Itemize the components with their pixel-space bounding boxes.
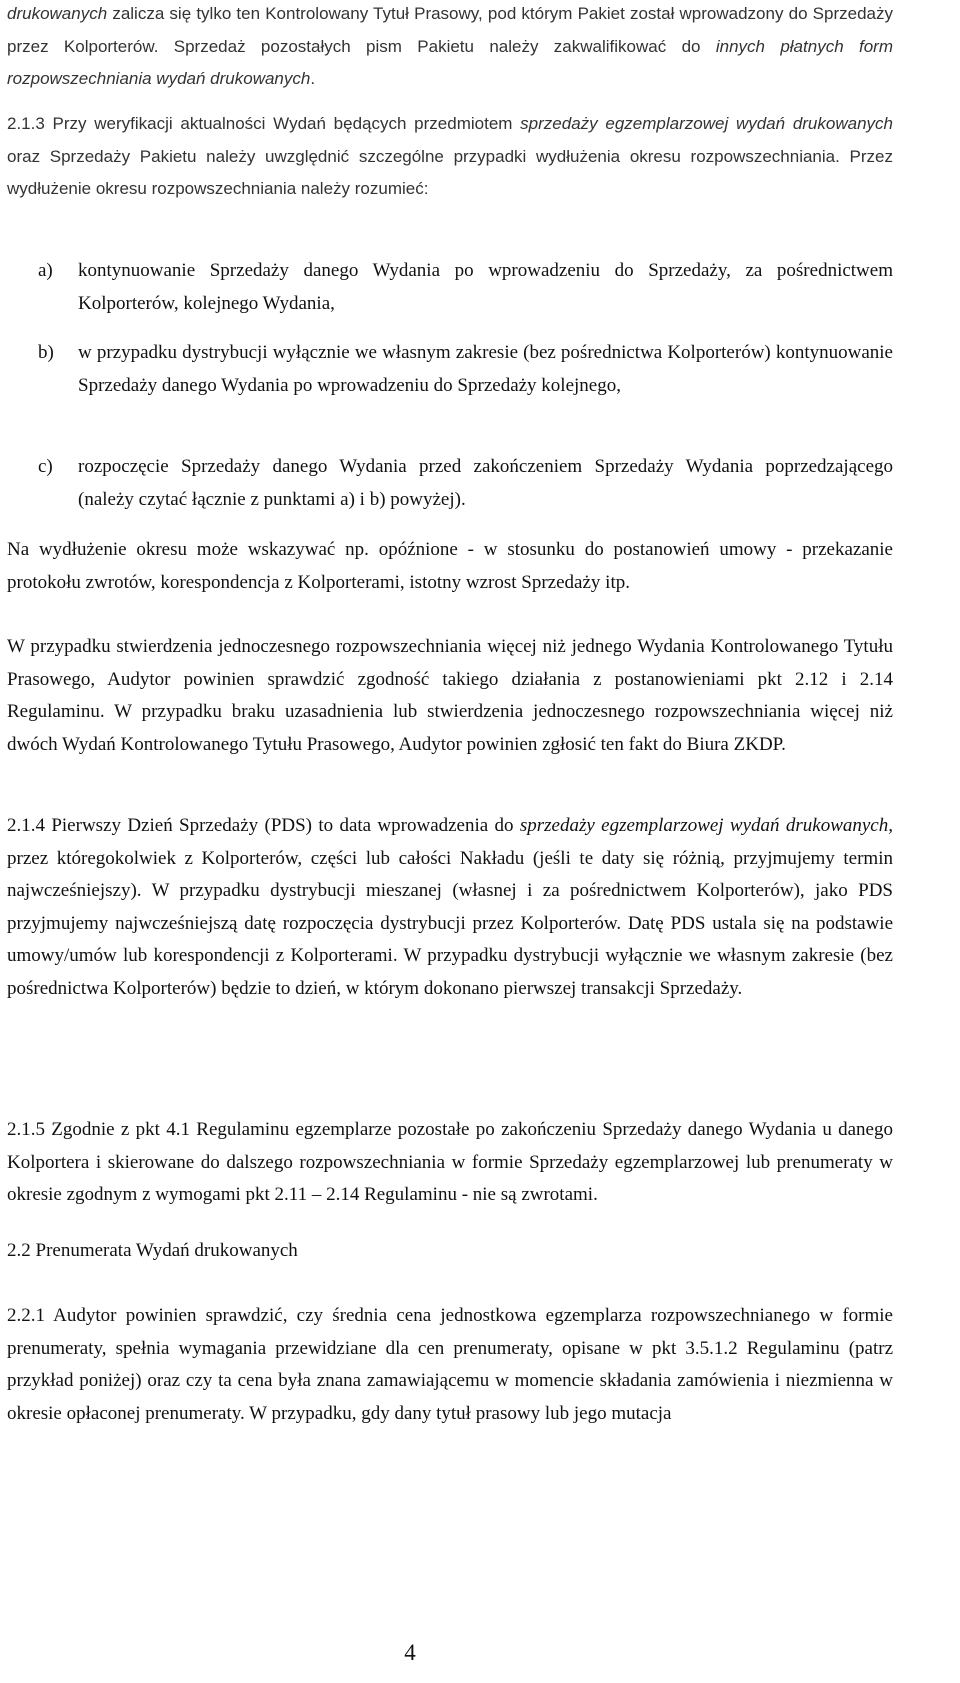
paragraph-2-1-3 (7, 108, 893, 206)
paragraph-continued (7, 0, 893, 96)
italic-text: innych płatnych form rozpowszechniania wydań drukowanych (7, 36, 893, 88)
text-run: 2.1.4 Pierwszy Dzień Sprzedaży (PDS) to data wprowadzenia do (7, 815, 520, 836)
paragraph-2-2-1: 2.2.1 Audytor powinien sprawdzić, czy średnia cena jednostkowa egzemplarza rozpowszechnianego w formie prenumeraty, spełnia wymagania przewidziane dla cen prenumeraty, opisane w pkt 3.5.1.2 Regulaminu (patrz przykład poniżej) oraz czy ta cena była znana zamawiającemu w momencie składania zamówienia i niezmienna w okresie opłaconej prenumeraty. W przypadku, gdy dany tytuł prasowy lub jego mutacja (7, 1305, 893, 1424)
text-run: . (310, 69, 316, 88)
list-item (38, 255, 893, 320)
list-item (38, 451, 893, 516)
list-item-label: a) (38, 260, 53, 281)
italic-text: drukowanych (7, 4, 108, 23)
text-run: zalicza się tylko ten Kontrolowany Tytuł Prasowy, pod którym Pakiet został wprowadzony do Sprzedaży przez Kolporterów. Sprzedaż pozostałych pism Pakietu należy zakwalifikować do (7, 4, 893, 56)
italic-text: sprzedaży egzemplarzowej wydań drukowanych (520, 114, 893, 133)
paragraph-2-1-5: 2.1.5 Zgodnie z pkt 4.1 Regulaminu egzemplarze pozostałe po zakończeniu Sprzedaży danego Wydania u danego Kolportera i skierowane do dalszego rozpowszechniania w formie Sprzedaży egzemplarzowej lub prenumeraty w okresie zgodnym z wymogami pkt 2.11 – 2.14 Regulaminu - nie są zwrotami. (7, 1119, 893, 1205)
section-heading-2-2: 2.2 Prenumerata Wydań drukowanych (7, 1240, 298, 1261)
text-run: przez któregokolwiek z Kolporterów, części lub całości Nakładu (jeśli te daty się różnią, przyjmujemy termin najwcześniejszy). W przypadku dystrybucji mieszanej (własnej i za pośrednictwem Kolporterów), jako PDS przyjmujemy najwcześniejszą datę rozpoczęcia dystrybucji przez Kolporterów. Datę PDS ustala się na podstawie umowy/umów lub korespondencji z Kolporterami. W przypadku dystrybucji wyłącznie we własnym zakresie (bez pośrednictwa Kolporterów) będzie to dzień, w którym dokonano pierwszej transakcji Sprzedaży. (7, 847, 893, 999)
paragraph-2-1-4 (7, 810, 893, 1005)
list-item-text: w przypadku dystrybucji wyłącznie we własnym zakresie (bez pośrednictwa Kolporterów) kontynuowanie Sprzedaży danego Wydania po wprowadzeniu do Sprzedaży kolejnego, (78, 342, 893, 396)
page-number: 4 (404, 1640, 416, 1665)
paragraph-simultaneous-distribution: W przypadku stwierdzenia jednoczesnego rozpowszechniania więcej niż jednego Wydania Kontrolowanego Tytułu Prasowego, Audytor powinien sprawdzić zgodność takiego działania z postanowieniami pkt 2.12 i 2.14 Regulaminu. W przypadku braku uzasadnienia lub stwierdzenia jednoczesnego rozpowszechniania więcej niż dwóch Wydań Kontrolowanego Tytułu Prasowego, Audytor powinien zgłosić ten fakt do Biura ZKDP. (7, 636, 893, 755)
list-item (38, 337, 893, 402)
text-run: oraz Sprzedaży Pakietu należy uwzględnić szczególne przypadki wydłużenia okresu rozpowszechniania. Przez wydłużenie okresu rozpowszechniania należy rozumieć: (7, 146, 893, 198)
list-item-text: rozpoczęcie Sprzedaży danego Wydania przed zakończeniem Sprzedaży Wydania poprzedzającego (należy czytać łącznie z punktami a) i b) powyżej). (78, 456, 893, 510)
list-item-label: b) (38, 342, 54, 363)
paragraph-extension-indicators: Na wydłużenie okresu może wskazywać np. opóźnione - w stosunku do postanowień umowy - przekazanie protokołu zwrotów, korespondencja z Kolporterami, istotny wzrost Sprzedaży itp. (7, 539, 893, 593)
text-run: 2.1.3 Przy weryfikacji aktualności Wydań będących przedmiotem (7, 114, 521, 133)
list-item-label: c) (38, 456, 53, 477)
italic-text: sprzedaży egzemplarzowej wydań drukowanych, (519, 815, 893, 836)
list-item-text: kontynuowanie Sprzedaży danego Wydania po wprowadzeniu do Sprzedaży, za pośrednictwem Kolporterów, kolejnego Wydania, (78, 260, 893, 314)
